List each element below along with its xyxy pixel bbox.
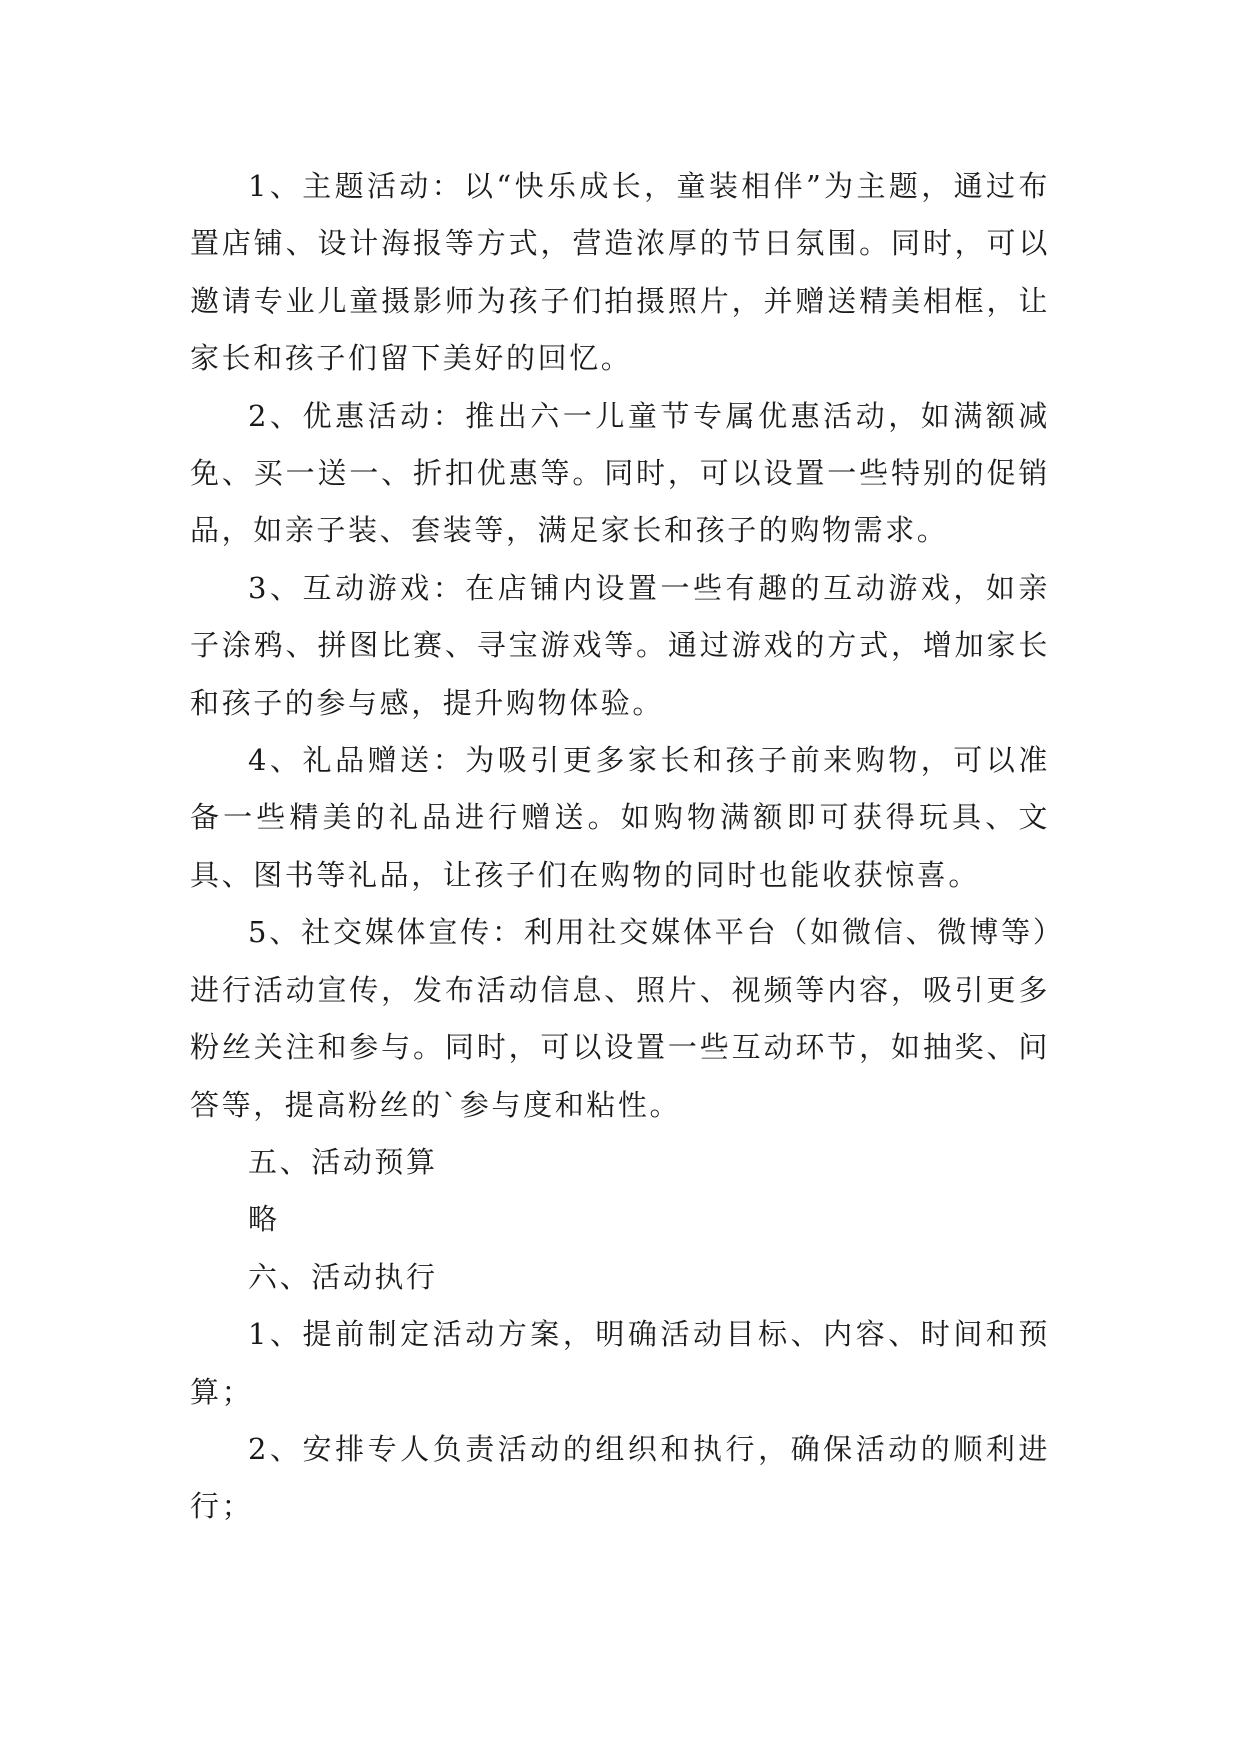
paragraph-budget-omitted: 略 [248, 1202, 280, 1237]
paragraph-discount-activity: 2、优惠活动：推出六一儿童节专属优惠活动，如满额减免、买一送一、折扣优惠等。同时，可以设置一些特别的促销品，如亲子装、套装等，满足家长和孩子的购物需求。 [190, 398, 1050, 548]
paragraph-execution-step-2: 2、安排专人负责活动的组织和执行，确保活动的顺利进行； [190, 1431, 1050, 1524]
paragraph-gift-giving: 4、礼品赠送：为吸引更多家长和孩子前来购物，可以准备一些精美的礼品进行赠送。如购物满额即可获得玩具、文具、图书等礼品，让孩子们在购物的同时也能收获惊喜。 [190, 743, 1050, 892]
paragraph-social-media: 5、社交媒体宣传：利用社交媒体平台（如微信、微博等）进行活动宣传，发布活动信息、照片、视频等内容，吸引更多粉丝关注和参与。同时，可以设置一些互动环节，如抽奖、问答等，提高粉丝的`参与度和粘性。 [190, 915, 1050, 1122]
heading-activity-execution: 六、活动执行 [248, 1259, 438, 1294]
paragraph-theme-activity: 1、主题活动：以“快乐成长，童装相伴”为主题，通过布置店铺、设计海报等方式，营造浓厚的节日氛围。同时，可以邀请专业儿童摄影师为孩子们拍摄照片，并赠送精美相框，让家长和孩子们留下美好的回忆。 [190, 169, 1050, 376]
paragraph-interactive-games: 3、互动游戏：在店铺内设置一些有趣的互动游戏，如亲子涂鸦、拼图比赛、寻宝游戏等。通过游戏的方式，增加家长和孩子的参与感，提升购物体验。 [190, 570, 1050, 720]
document-body [190, 158, 1050, 1536]
heading-activity-budget: 五、活动预算 [248, 1144, 438, 1179]
paragraph-execution-step-1: 1、提前制定活动方案，明确活动目标、内容、时间和预算； [190, 1317, 1050, 1409]
